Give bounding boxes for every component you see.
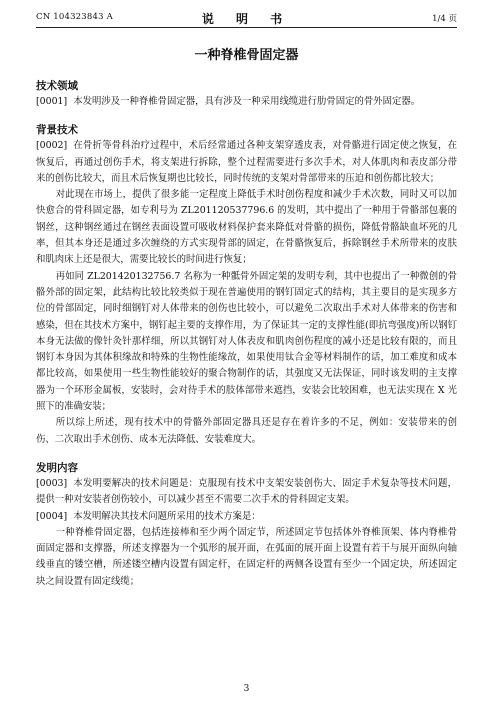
- heading-summary: 发明内容: [36, 461, 78, 474]
- page-header: [36, 10, 457, 28]
- paragraph-background-2: 对此现在市场上，提供了很多能一定程度上降低手术时创伤程度和减少手术次数，同时又可以加快愈合的骨科固定器，如专利号为 ZL201120537796.6 的发明，其中提出了一种用于骨骼部包裹的钢丝，这种钢丝通过在钢丝表面设置可吸收材料保护套来降低对骨骼的损伤，降低骨骼缺血坏死的几率，但其本身还是通过多次缠绕的方式实现骨部的固定，在骨骼恢复后，拆除钢丝手术所带来的皮肤和肌肉床上还是很大，需要比较长的时间进行恢复；: [36, 189, 457, 266]
- paragraph-text: 在骨折等骨科治疗过程中，术后经常通过各种支架穿透皮表，对骨骼进行固定使之恢复，在恢复后，再通过创伤手术，将支架进行拆除，整个过程需要进行多次手术，对人体肌肉和表皮部分带来的创伤比较大，而且术后恢复期也比较长，同时传统的支架对骨部带来的压迫和创伤都比较大；: [36, 140, 457, 184]
- paragraph-text: 本发明要解决的技术问题是：克服现有技术中支架安装创伤大、固定手术复杂等技术问题，提供一种对安装者创伤较小，可以减少甚至不需要二次手术的骨科固定支架。: [36, 477, 457, 506]
- heading-background: 背景技术: [36, 124, 78, 137]
- document-body: [36, 78, 457, 590]
- paragraph-number: [0002]: [36, 140, 68, 152]
- document-type: 说 明 书: [201, 12, 292, 26]
- page-number: 3: [243, 684, 250, 694]
- heading-tech-field: 技术领域: [36, 80, 78, 92]
- paragraph-background-4: 所以综上所述，现有技术中的骨骼外部固定器具还是存在着许多的不足，例如：安装带来的创伤、二次取出手术创伤、成本无法降低、安装难度大。: [36, 417, 457, 445]
- paragraph-0002: [36, 138, 457, 187]
- paragraph-text: 本发明涉及一种脊椎骨固定器，具有涉及一种采用线缆进行肋骨固定的骨外固定器。: [73, 96, 421, 107]
- paragraph-background-3: 再如同 ZL201420132756.7 名称为一种骶骨外固定架的发明专利，其中也提出了一种微创的骨骼外部的固定架，此结构比较比较类似于现在普遍使用的钢钉固定式的结构，其主要目的是实现多方位的骨部固定，同时细钢钉对人体带来的创伤也比较小，可以避免二次取出手术对人体带来的伤害和感染，但在其技术方案中，钢钉起主要的支撑作用，为了保证其一定的支撑性能(即抗弯强度)所以钢钉本身无法做的像针灸针那样细，所以其钢钉对人体表皮和肌肉创伤程度的减小还是比较有限的，而且钢钉本身因为其体积缘故和特殊的生物性能缘故，如果使用钛合金等材料制作的话，加工难度和成本都比较高，如果使用一些生物性能较好的聚合物制作的话，其强度又无法保证，同时该发明的主支撑器为一个环形金属板，安装时，会对待手术的肢体部带来遮挡，安装会比较困难，也无法实现在 X 光照下的准确安装；: [36, 270, 457, 413]
- patent-number: CN 104323843 A: [36, 12, 113, 22]
- paragraph-number: [0004]: [36, 510, 68, 522]
- paragraph-text: 本发明解决其技术问题所采用的技术方案是：: [73, 510, 261, 522]
- paragraph-0001: [36, 94, 457, 110]
- paragraph-number: [0003]: [36, 477, 68, 489]
- paragraph-0004: [36, 509, 457, 525]
- paragraph-0003: [36, 476, 457, 509]
- paragraph-number: [0001]: [36, 96, 68, 107]
- paragraph-summary-technical-solution: 一种脊椎骨固定器，包括连接棒和至少两个固定节，所述固定节包括体外脊椎顶架、体内脊椎骨面固定器和支撑器，所述支撑器为一个弧形的展开面，在弧面的展开面上设置有若干与展开面纵向轴线垂直的镂空槽，所述镂空槽内设置有固定杆，在固定杆的两侧各设置有至少一个固定块，所述固定块之间设置有固定线缆；: [36, 526, 457, 587]
- page-indicator: 1/4 页: [432, 14, 457, 24]
- header-rule: [36, 27, 457, 28]
- document-title: 一种脊椎骨固定器: [194, 48, 299, 63]
